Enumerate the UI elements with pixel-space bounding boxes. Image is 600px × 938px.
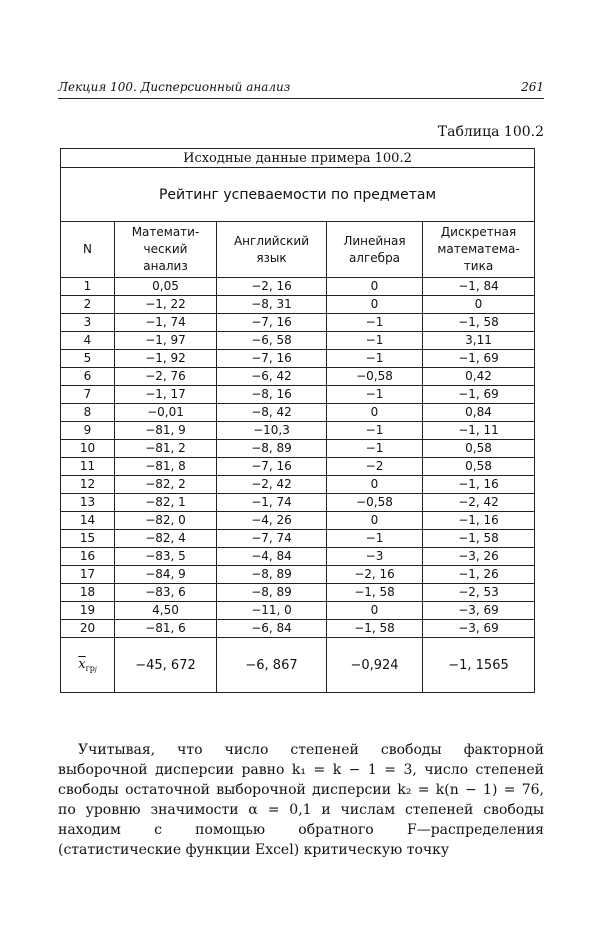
value-cell: −82, 0 xyxy=(115,512,217,530)
value-cell: 0,58 xyxy=(423,458,535,476)
table-row xyxy=(61,404,535,422)
table-row xyxy=(61,314,535,332)
column-header-line: Линейная xyxy=(343,233,406,248)
value-cell: −2, 42 xyxy=(217,476,327,494)
value-cell: −2, 53 xyxy=(423,584,535,602)
mean-symbol-subsubscript: j xyxy=(94,666,97,674)
mean-symbol-subscript xyxy=(86,664,97,673)
mean-symbol-cell xyxy=(61,638,115,693)
row-number-cell: 5 xyxy=(61,350,115,368)
table-row xyxy=(61,602,535,620)
body-paragraph xyxy=(58,740,544,860)
mean-symbol xyxy=(78,657,97,672)
value-cell: −1 xyxy=(327,386,423,404)
row-number-cell: 15 xyxy=(61,530,115,548)
value-cell: −1, 17 xyxy=(115,386,217,404)
table-row xyxy=(61,530,535,548)
column-header xyxy=(217,222,327,278)
value-cell: 0,05 xyxy=(115,278,217,296)
row-number-cell: 20 xyxy=(61,620,115,638)
column-header-line: математема- xyxy=(437,242,520,256)
column-header-line: анализ xyxy=(143,259,188,273)
column-header xyxy=(327,222,423,278)
table-row xyxy=(61,368,535,386)
value-cell: −4, 26 xyxy=(217,512,327,530)
value-cell: −1, 84 xyxy=(423,278,535,296)
table-row xyxy=(61,350,535,368)
row-number-cell: 6 xyxy=(61,368,115,386)
value-cell: −81, 2 xyxy=(115,440,217,458)
value-cell: −1 xyxy=(327,440,423,458)
value-cell: −8, 89 xyxy=(217,584,327,602)
column-header-line: ческий xyxy=(143,242,188,256)
mean-symbol-subscript-text: гр xyxy=(85,664,95,674)
mean-value-cell: −45, 672 xyxy=(115,638,217,693)
value-cell: −1 xyxy=(327,350,423,368)
value-cell: −3, 69 xyxy=(423,620,535,638)
value-cell: −1, 69 xyxy=(423,350,535,368)
column-header-line: Дискретная xyxy=(440,225,517,239)
mean-value-cell: −0,924 xyxy=(327,638,423,693)
row-number-cell: 16 xyxy=(61,548,115,566)
row-number-cell: 9 xyxy=(61,422,115,440)
table-row xyxy=(61,476,535,494)
row-number-cell: 17 xyxy=(61,566,115,584)
table-row xyxy=(61,458,535,476)
table-row xyxy=(61,512,535,530)
value-cell: −7, 16 xyxy=(217,350,327,368)
table-caption: Таблица 100.2 xyxy=(437,124,544,140)
mean-row xyxy=(61,638,535,693)
column-header-line: алгебра xyxy=(348,250,401,265)
value-cell: −1 xyxy=(327,314,423,332)
row-number-cell: 3 xyxy=(61,314,115,332)
value-cell: −1, 97 xyxy=(115,332,217,350)
value-cell: −81, 9 xyxy=(115,422,217,440)
table-title: Исходные данные примера 100.2 xyxy=(61,149,535,168)
value-cell: 0,58 xyxy=(423,440,535,458)
value-cell: −1, 92 xyxy=(115,350,217,368)
value-cell: −1, 11 xyxy=(423,422,535,440)
table-subtitle: Рейтинг успеваемости по предметам xyxy=(61,168,535,222)
value-cell: 0,84 xyxy=(423,404,535,422)
value-cell: −1, 58 xyxy=(423,530,535,548)
value-cell: −7, 16 xyxy=(217,458,327,476)
running-header xyxy=(58,80,544,94)
value-cell: 0,42 xyxy=(423,368,535,386)
value-cell: −1, 26 xyxy=(423,566,535,584)
page-number: 261 xyxy=(521,80,544,94)
table-row xyxy=(61,332,535,350)
row-number-cell: 19 xyxy=(61,602,115,620)
value-cell: 0 xyxy=(327,512,423,530)
value-cell: −3, 69 xyxy=(423,602,535,620)
data-table xyxy=(60,148,535,693)
value-cell: 4,50 xyxy=(115,602,217,620)
table-row xyxy=(61,548,535,566)
row-number-cell: 14 xyxy=(61,512,115,530)
value-cell: 3,11 xyxy=(423,332,535,350)
table-row xyxy=(61,566,535,584)
value-cell: −1, 58 xyxy=(327,620,423,638)
row-number-cell: 11 xyxy=(61,458,115,476)
value-cell: 0 xyxy=(423,296,535,314)
value-cell: −6, 84 xyxy=(217,620,327,638)
paragraph-text: Учитывая, что число степеней свободы факторной выборочной дисперсии равно k₁ = k − 1 = 3, число степеней свободы остаточной выборочной дисперсии k₂ = k(n − 1) = 76, по уровню значимости α = 0,1 и числам степеней свободы находим с помощью обратного F—распределения (статистические функции Excel) критическую точку xyxy=(58,742,544,858)
value-cell: 0 xyxy=(327,404,423,422)
value-cell: −1 xyxy=(327,422,423,440)
table-row xyxy=(61,440,535,458)
column-header xyxy=(115,222,217,278)
row-number-cell: 10 xyxy=(61,440,115,458)
value-cell: −0,58 xyxy=(327,494,423,512)
value-cell: −1, 58 xyxy=(423,314,535,332)
value-cell: −10,3 xyxy=(217,422,327,440)
value-cell: −82, 1 xyxy=(115,494,217,512)
value-cell: −2, 16 xyxy=(327,566,423,584)
row-number-cell: 8 xyxy=(61,404,115,422)
value-cell: −1, 74 xyxy=(115,314,217,332)
row-number-cell: 7 xyxy=(61,386,115,404)
table-row xyxy=(61,278,535,296)
value-cell: −81, 6 xyxy=(115,620,217,638)
column-header-n: N xyxy=(61,222,115,278)
value-cell: −82, 2 xyxy=(115,476,217,494)
value-cell: −1, 74 xyxy=(217,494,327,512)
value-cell: −2 xyxy=(327,458,423,476)
value-cell: −4, 84 xyxy=(217,548,327,566)
value-cell: −8, 89 xyxy=(217,566,327,584)
value-cell: −2, 16 xyxy=(217,278,327,296)
value-cell: 0 xyxy=(327,602,423,620)
mean-symbol-base: $\overline{x}$ xyxy=(78,656,86,672)
table-row xyxy=(61,422,535,440)
row-number-cell: 12 xyxy=(61,476,115,494)
value-cell: 0 xyxy=(327,278,423,296)
column-header-line: Математи- xyxy=(131,225,200,239)
value-cell: −1, 69 xyxy=(423,386,535,404)
running-title: Лекция 100. Дисперсионный анализ xyxy=(58,80,291,94)
value-cell: −2, 76 xyxy=(115,368,217,386)
value-cell: −3, 26 xyxy=(423,548,535,566)
column-header xyxy=(423,222,535,278)
value-cell: −81, 8 xyxy=(115,458,217,476)
row-number-cell: 13 xyxy=(61,494,115,512)
table-row xyxy=(61,296,535,314)
table-row xyxy=(61,620,535,638)
value-cell: −8, 42 xyxy=(217,404,327,422)
value-cell: −1 xyxy=(327,332,423,350)
value-cell: −1 xyxy=(327,530,423,548)
row-number-cell: 1 xyxy=(61,278,115,296)
value-cell: −1, 58 xyxy=(327,584,423,602)
value-cell: −8, 31 xyxy=(217,296,327,314)
table-row xyxy=(61,584,535,602)
value-cell: −7, 16 xyxy=(217,314,327,332)
column-header-line: Английский xyxy=(233,233,310,248)
value-cell: 0 xyxy=(327,476,423,494)
value-cell: −82, 4 xyxy=(115,530,217,548)
value-cell: −3 xyxy=(327,548,423,566)
value-cell: −1, 16 xyxy=(423,512,535,530)
table-row xyxy=(61,386,535,404)
value-cell: −6, 42 xyxy=(217,368,327,386)
value-cell: −1, 22 xyxy=(115,296,217,314)
column-header-line: тика xyxy=(463,259,494,273)
column-header-line: язык xyxy=(256,250,287,265)
value-cell: −84, 9 xyxy=(115,566,217,584)
row-number-cell: 2 xyxy=(61,296,115,314)
row-number-cell: 4 xyxy=(61,332,115,350)
value-cell: −2, 42 xyxy=(423,494,535,512)
mean-value-cell: −6, 867 xyxy=(217,638,327,693)
value-cell: −83, 6 xyxy=(115,584,217,602)
value-cell: −1, 16 xyxy=(423,476,535,494)
value-cell: −83, 5 xyxy=(115,548,217,566)
value-cell: −6, 58 xyxy=(217,332,327,350)
value-cell: −7, 74 xyxy=(217,530,327,548)
row-number-cell: 18 xyxy=(61,584,115,602)
value-cell: −0,01 xyxy=(115,404,217,422)
value-cell: −8, 16 xyxy=(217,386,327,404)
table-row xyxy=(61,494,535,512)
value-cell: −11, 0 xyxy=(217,602,327,620)
value-cell: −0,58 xyxy=(327,368,423,386)
mean-value-cell: −1, 1565 xyxy=(423,638,535,693)
header-rule xyxy=(58,98,544,99)
value-cell: −8, 89 xyxy=(217,440,327,458)
value-cell: 0 xyxy=(327,296,423,314)
